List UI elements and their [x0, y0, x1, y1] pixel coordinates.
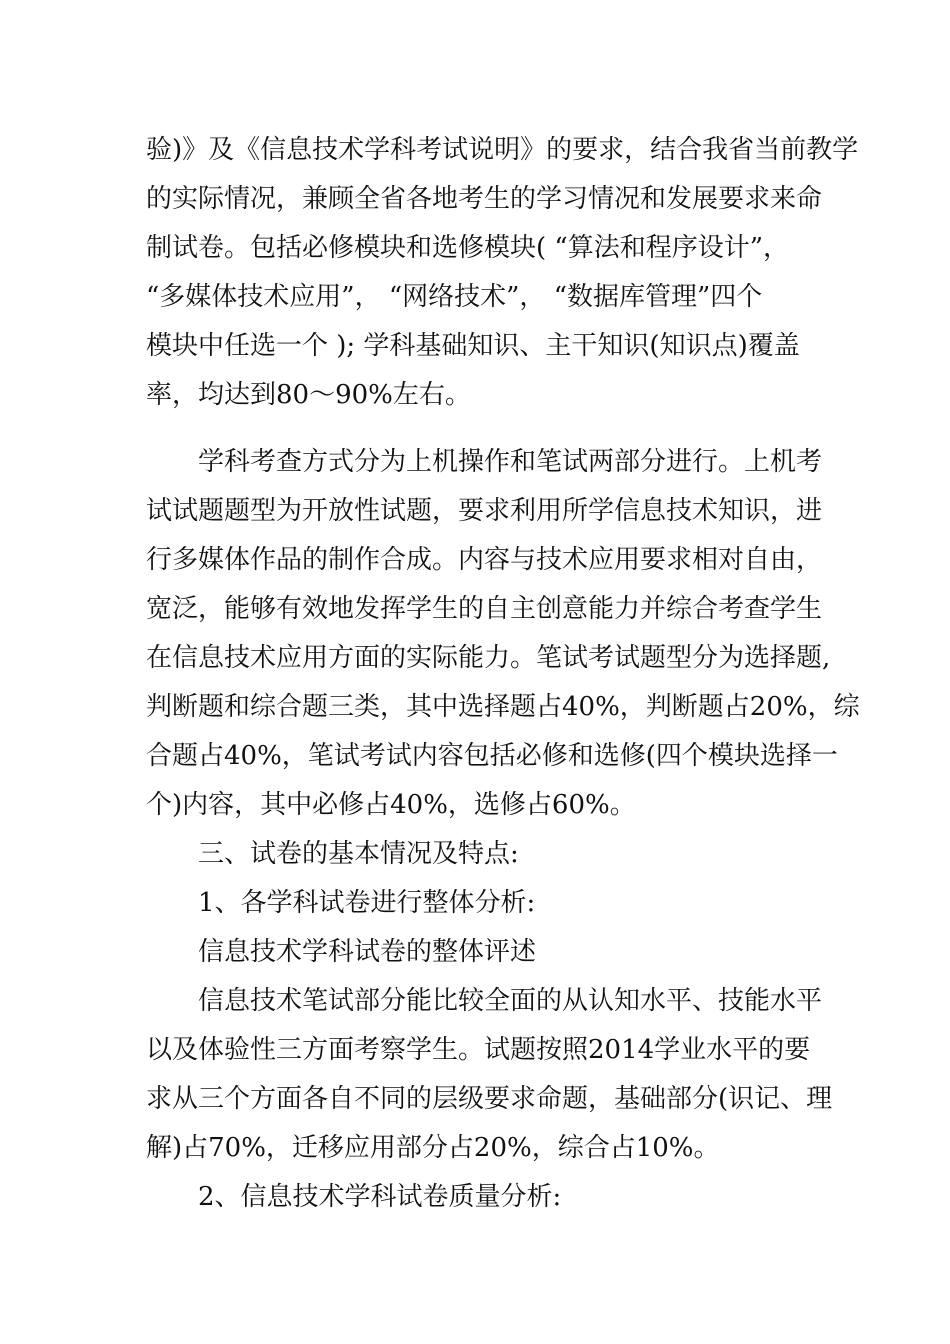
- text-line: 试试题题型为开放性试题，要求利用所学信息技术知识，进: [146, 496, 823, 526]
- text-line: 行多媒体作品的制作合成。内容与技术应用要求相对自由，: [146, 545, 823, 575]
- paragraph-first-line: 学科考查方式分为上机操作和笔试两部分进行。上机考: [198, 447, 823, 477]
- text-line: 验)》及《信息技术学科考试说明》的要求，结合我省当前教学: [146, 135, 859, 165]
- text-line: 在信息技术应用方面的实际能力。笔试考试题型分为选择题,: [146, 643, 831, 673]
- text-line: 求从三个方面各自不同的层级要求命题，基础部分(识记、理: [146, 1084, 833, 1114]
- text-line: 以及体验性三方面考察学生。试题按照2014学业水平的要: [146, 1035, 811, 1065]
- text-line: 合题占40%，笔试考试内容包括必修和选修(四个模块选择一: [146, 741, 838, 771]
- text-line: 判断题和综合题三类，其中选择题占40%，判断题占20%，综: [146, 692, 860, 722]
- text-line: 解)占70%，迁移应用部分占20%，综合占10%。: [146, 1133, 720, 1163]
- text-line: 个)内容，其中必修占40%，选修占60%。: [146, 790, 636, 820]
- paragraph-first-line: 信息技术笔试部分能比较全面的从认知水平、技能水平: [198, 986, 823, 1016]
- subsection-heading: 2、信息技术学科试卷质量分析:: [198, 1182, 562, 1212]
- subsection-heading: 1、各学科试卷进行整体分析:: [198, 888, 536, 918]
- text-line: 模块中任选一个 ); 学科基础知识、主干知识(知识点)覆盖: [146, 331, 800, 361]
- paragraph-gap: [146, 420, 826, 438]
- section-heading: 三、试卷的基本情况及特点:: [198, 839, 519, 869]
- text-line: 宽泛，能够有效地发挥学生的自主创意能力并综合考查学生: [146, 594, 823, 624]
- text-line: 率，均达到80～90%左右。: [146, 380, 471, 410]
- subsection-title: 信息技术学科试卷的整体评述: [198, 937, 537, 967]
- text-line: 制试卷。包括必修模块和选修模块( “算法和程序设计”，: [146, 233, 789, 263]
- text-line: 的实际情况，兼顾全省各地考生的学习情况和发展要求来命: [146, 184, 823, 214]
- document-body: [146, 126, 860, 1222]
- text-line: “多媒体技术应用”， “网络技术”， “数据库管理”四个: [146, 282, 763, 312]
